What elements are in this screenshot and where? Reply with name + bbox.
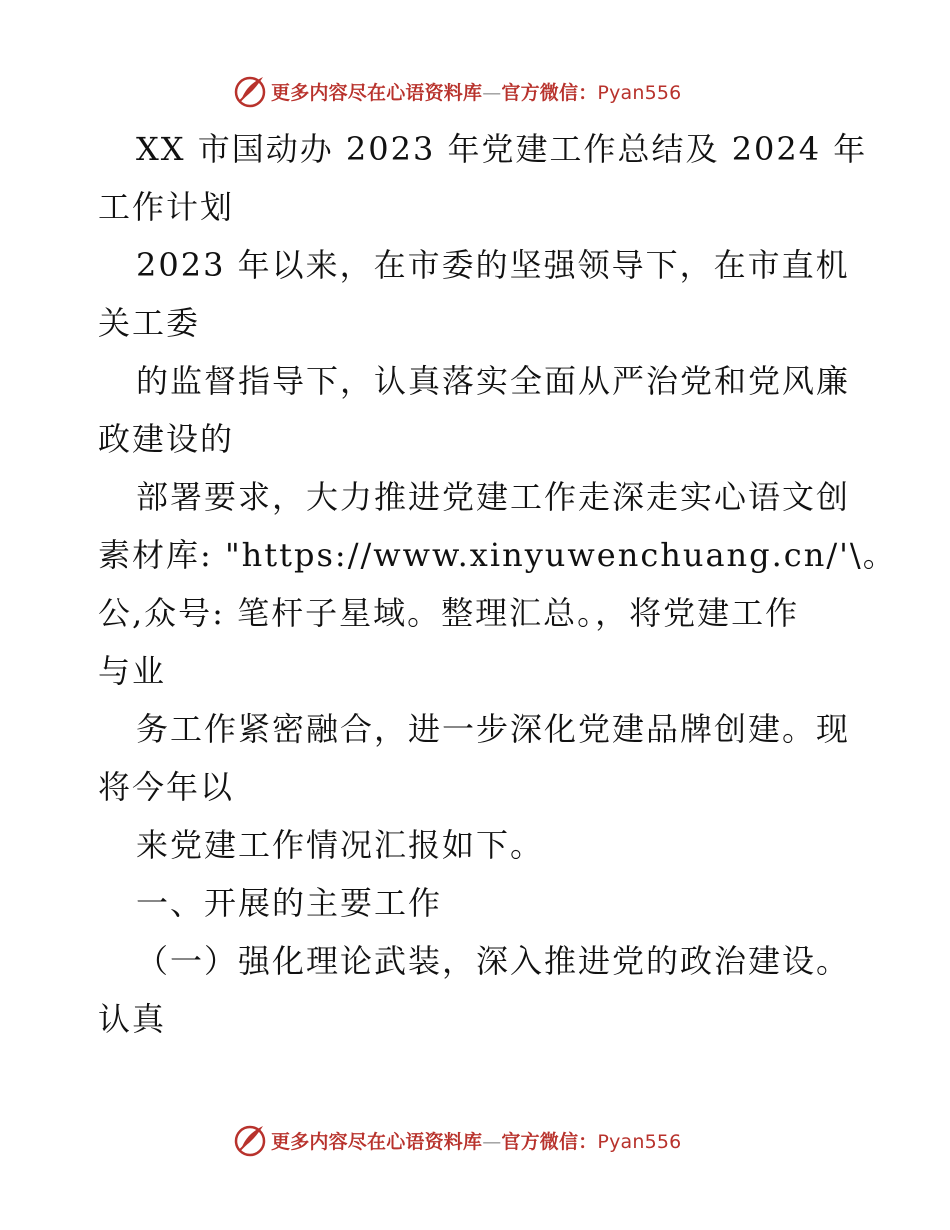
footer-watermark — [233, 1120, 681, 1160]
section-heading: 一、开展的主要工作 — [136, 884, 443, 922]
watermark-text: 更多内容尽在心语资料库—官方微信：Pyan556 — [271, 1130, 682, 1153]
title-line-1: XX 市国动办 2023 年党建工作总结及 2024 年 — [136, 130, 868, 168]
body-line: 2023 年以来，在市委的坚强领导下，在市直机 — [136, 246, 850, 284]
body-line: 将今年以 — [98, 768, 235, 806]
body-line: 来党建工作情况汇报如下。 — [136, 826, 545, 864]
body-line: 关工委 — [98, 304, 201, 342]
document-body — [98, 120, 897, 1048]
body-line: 素材库: "https://www.xinyuwenchuang.cn/'\。 — [98, 536, 897, 574]
body-line: 与业 — [98, 652, 167, 690]
subsection-heading: （一）强化理论武装，深入推进党的政治建设。 — [136, 942, 851, 980]
body-line: 认真 — [98, 1000, 167, 1038]
title-line-2: 工作计划 — [98, 188, 235, 226]
body-line: 政建设的 — [98, 420, 235, 458]
body-line: 公,众号: 笔杆子星域。整理汇总。，将党建工作 — [98, 594, 800, 632]
watermark-text: 更多内容尽在心语资料库—官方微信：Pyan556 — [271, 81, 682, 104]
quill-logo-icon — [233, 74, 267, 108]
quill-logo-icon — [233, 1123, 267, 1157]
body-line: 部署要求，大力推进党建工作走深走实心语文创 — [136, 478, 851, 516]
body-line: 的监督指导下，认真落实全面从严治党和党风廉 — [136, 362, 851, 400]
body-line: 务工作紧密融合，进一步深化党建品牌创建。现 — [136, 710, 851, 748]
header-watermark — [233, 71, 681, 111]
